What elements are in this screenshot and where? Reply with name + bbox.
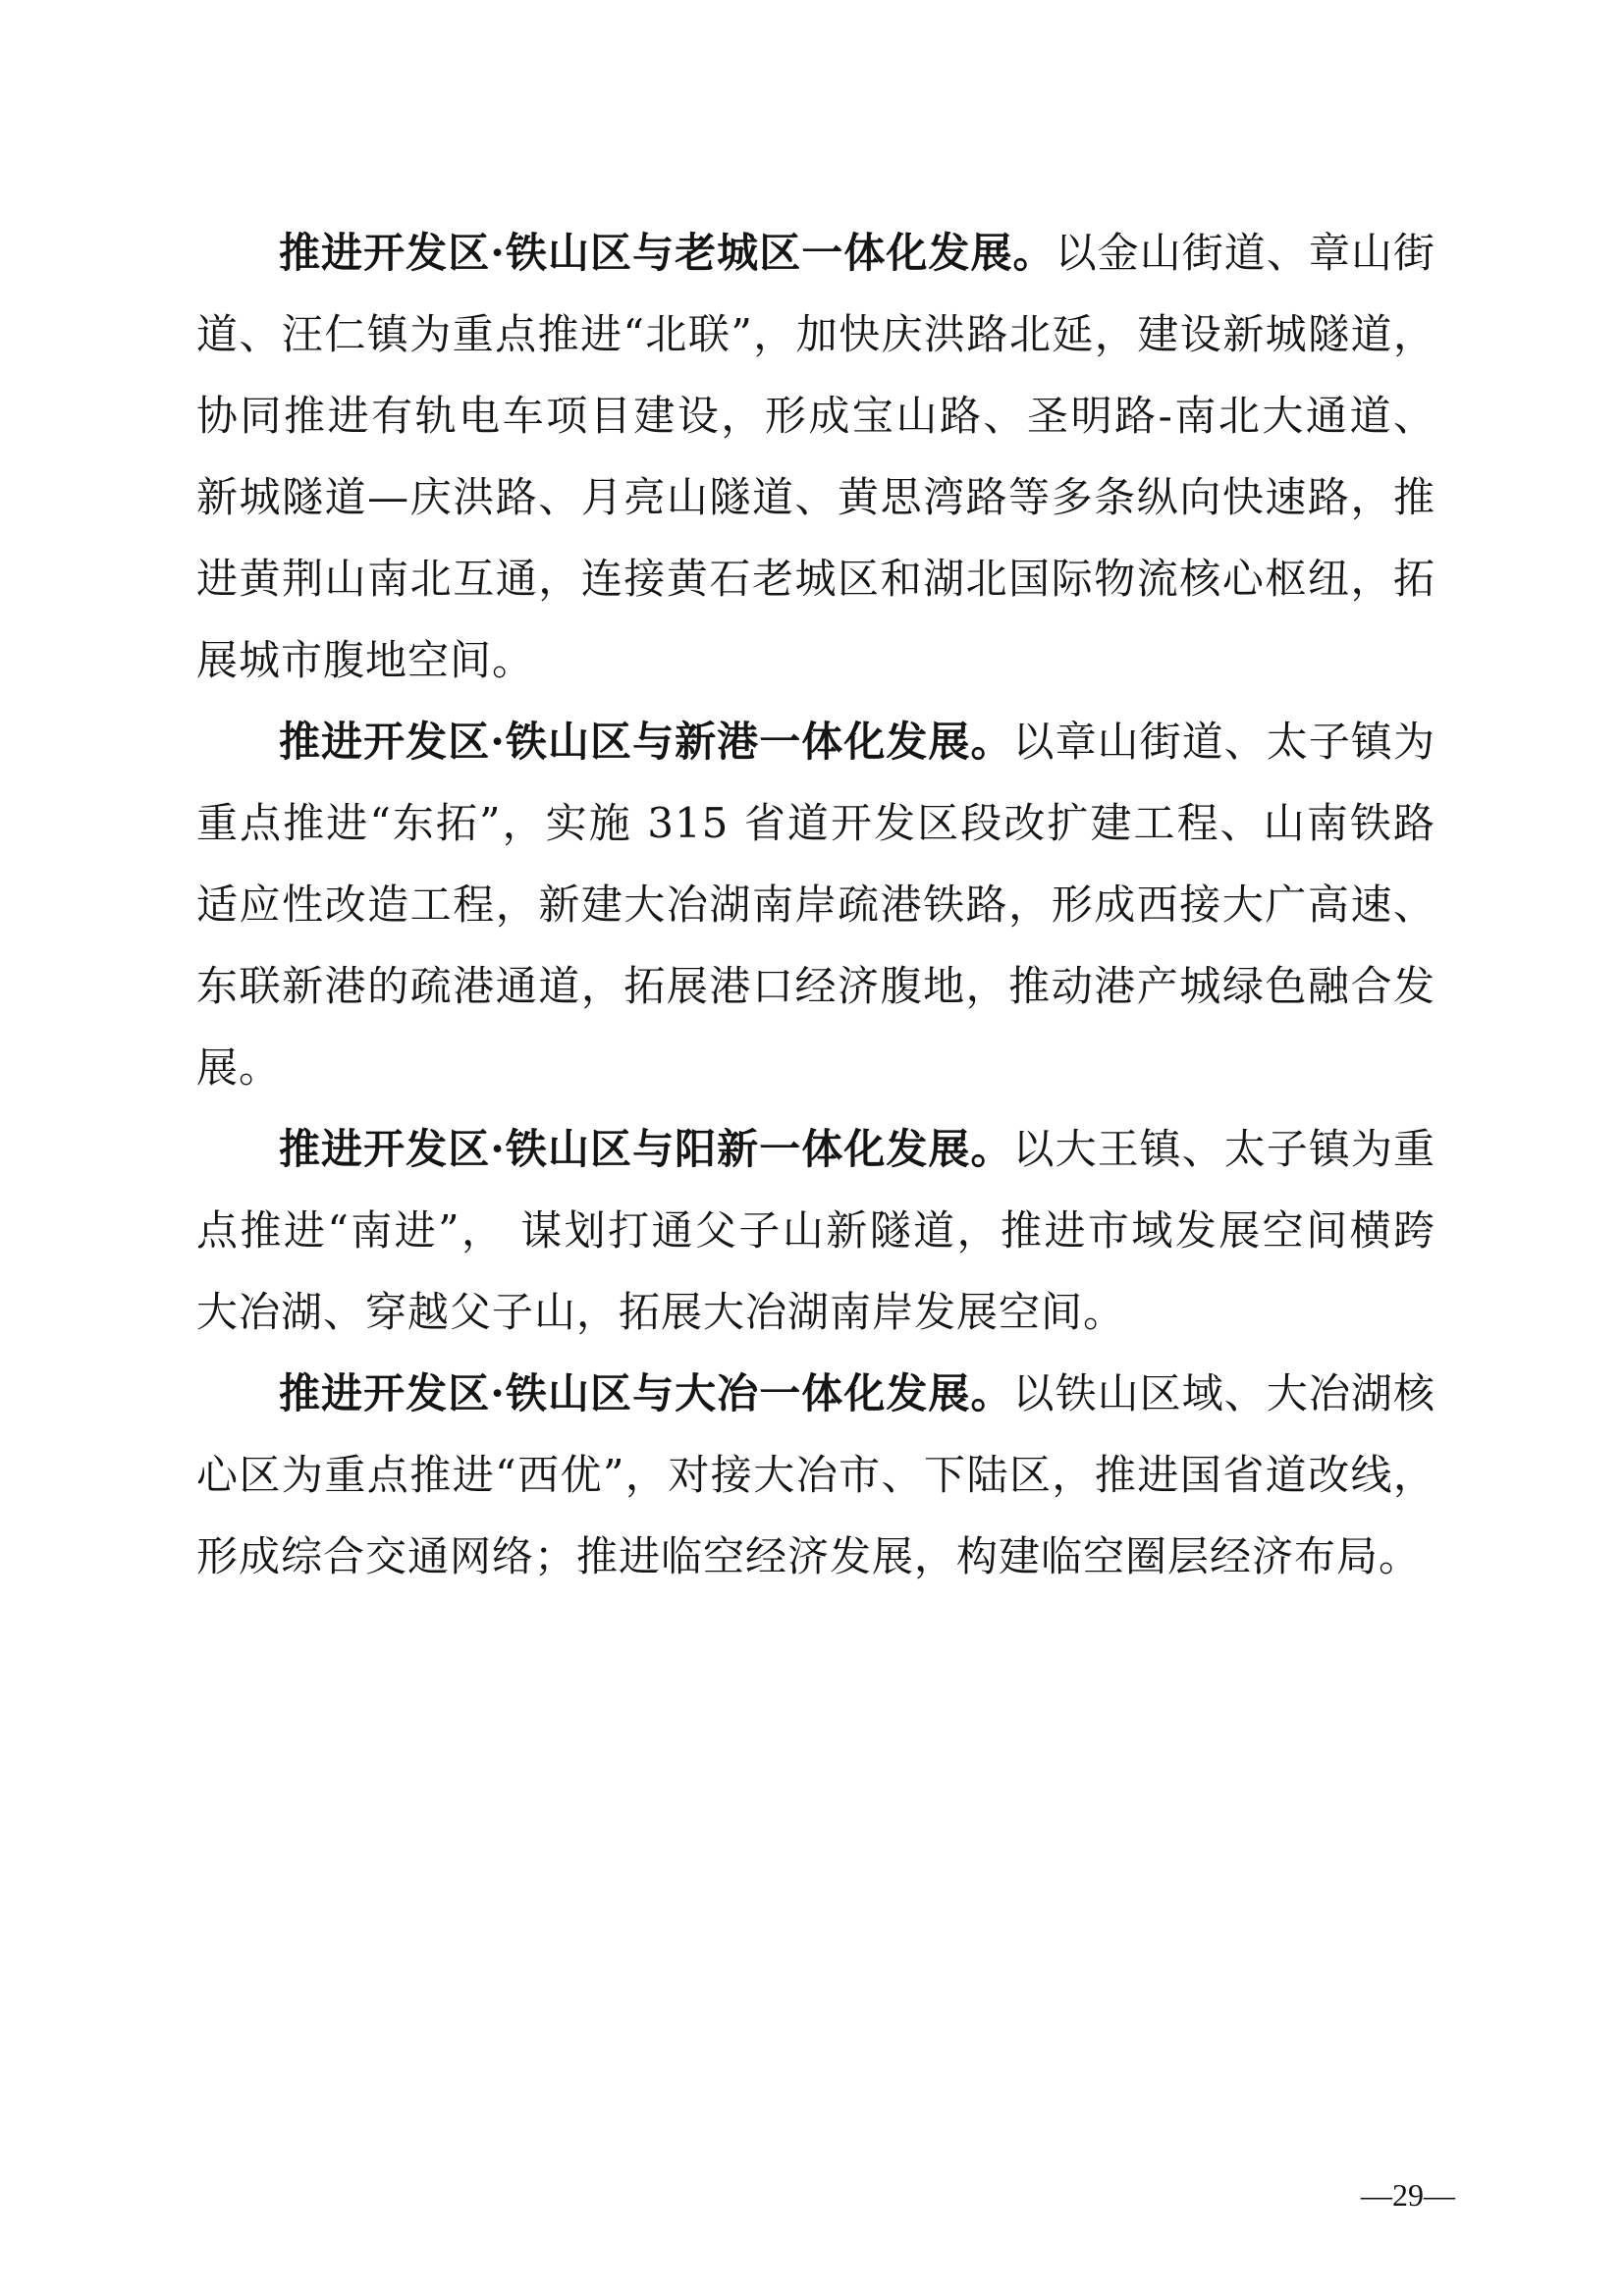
paragraph-text: 以章山街道、太子镇为重点推进“东拓”，实施 315 省道开发区段改扩建工程、山南铁路适应性改造工程，新建大冶湖南岸疏港铁路，形成西接大广高速、东联新港的疏港通道，拓展港口经济腹地，推动港产城绿色融合发展。 (196, 718, 1435, 1092)
paragraph-daye (196, 1353, 1435, 1597)
paragraph-text: 以金山街道、章山街道、汪仁镇为重点推进“北联”，加快庆洪路北延，建设新城隧道，协同推进有轨电车项目建设，形成宝山路、圣明路-南北大通道、新城隧道—庆洪路、月亮山隧道、黄思湾路等多条纵向快速路，推进黄荆山南北互通，连接黄石老城区和湖北国际物流核心枢纽，拓展城市腹地空间。 (196, 229, 1435, 684)
paragraph-heading: 推进开发区·铁山区与阳新一体化发展。 (279, 1125, 1013, 1173)
paragraph-heading: 推进开发区·铁山区与老城区一体化发展。 (279, 229, 1056, 277)
document-body (196, 212, 1435, 1597)
paragraph-new-port (196, 701, 1435, 1108)
paragraph-text: 以铁山区域、大冶湖核心区为重点推进“西优”，对接大冶市、下陆区，推进国省道改线，形成综合交通网络；推进临空经济发展，构建临空圈层经济布局。 (196, 1369, 1435, 1580)
paragraph-text: 以大王镇、太子镇为重点推进“南进”， 谋划打通父子山新隧道，推进市域发展空间横跨大冶湖、穿越父子山，拓展大冶湖南岸发展空间。 (196, 1125, 1435, 1336)
paragraph-heading: 推进开发区·铁山区与大冶一体化发展。 (279, 1369, 1013, 1417)
paragraph-old-city (196, 212, 1435, 701)
page-number: —29— (1361, 2177, 1455, 2213)
paragraph-yangxin (196, 1108, 1435, 1353)
paragraph-heading: 推进开发区·铁山区与新港一体化发展。 (279, 718, 1013, 766)
